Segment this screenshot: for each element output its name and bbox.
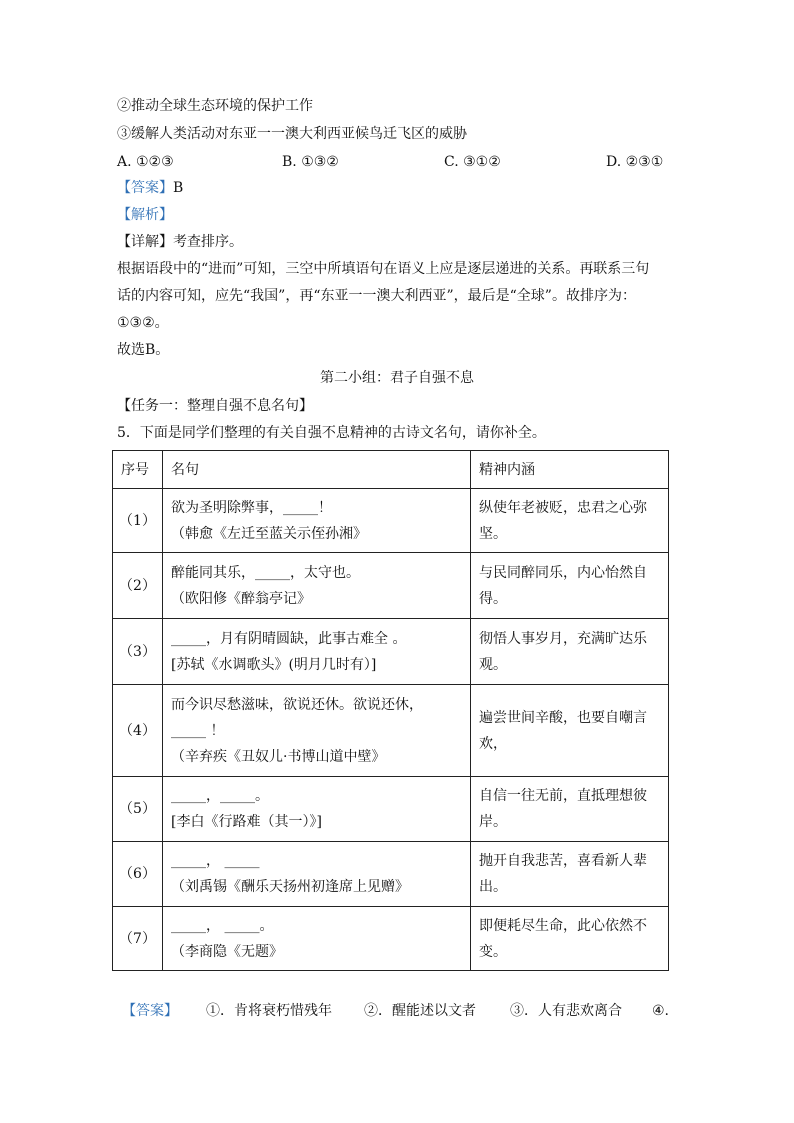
answer-line	[117, 178, 183, 198]
quote-source: （韩愈《左迁至蓝关示侄孙湘》	[171, 525, 367, 542]
option-d: D. ②③①	[606, 154, 664, 170]
table-header-row	[113, 451, 669, 489]
option-c: C. ③①②	[444, 154, 501, 170]
analysis-tag: 【解析】	[117, 207, 173, 223]
row-number: （6）	[113, 842, 163, 907]
quote-line: _____， _____。	[171, 917, 274, 934]
table-row	[113, 685, 669, 777]
quote-line: 欲为圣明除弊事，_____！	[171, 499, 332, 516]
row-quote	[163, 619, 471, 685]
table-row	[113, 842, 669, 907]
table-row	[113, 619, 669, 685]
quote-line: 醉能同其乐，_____，太守也。	[171, 564, 360, 581]
final-answer-item-2: ②．醒能述以文者	[364, 1003, 476, 1019]
row-meaning: 抛开自我悲苦，喜看新人辈出。	[471, 842, 669, 907]
detail-paragraph-line-3: ①③②。	[117, 315, 169, 331]
answer-value: B	[173, 180, 184, 196]
detail-paragraph-line-2: 话的内容可知，应先“我国”，再“东亚一一澳大利西亚”，最后是“全球”。故排序为：	[117, 288, 636, 304]
section-title: 第二小组：君子自强不息	[320, 370, 474, 386]
row-quote	[163, 553, 471, 619]
table-row	[113, 777, 669, 842]
header-quote: 名句	[163, 451, 471, 489]
row-number: （7）	[113, 907, 163, 971]
row-meaning: 自信一往无前，直抵理想彼岸。	[471, 777, 669, 842]
detail-conclusion: 故选B。	[117, 342, 170, 358]
quote-source: [李白《行路难（其一）》]	[171, 814, 322, 830]
row-quote	[163, 489, 471, 553]
table-row	[113, 553, 669, 619]
quote-source: （刘禹锡《酬乐天扬州初逢席上见赠》	[171, 879, 409, 895]
row-quote	[163, 907, 471, 971]
option-a: A. ①②③	[117, 154, 174, 170]
row-meaning: 遍尝世间辛酸，也要自嘲言欢，	[471, 685, 669, 777]
final-answer-item-1: ①．肯将衰朽惜残年	[206, 1003, 332, 1019]
quote-line: _____，月有阴晴圆缺，此事古难全 。	[171, 630, 407, 647]
intro-line-2: ②推动全球生态环境的保护工作	[117, 98, 313, 114]
table-row	[113, 907, 669, 971]
row-quote	[163, 777, 471, 842]
table-row	[113, 489, 669, 553]
row-meaning: 即便耗尽生命，此心依然不变。	[471, 907, 669, 971]
quote-source: （李商隐《无题》	[171, 943, 283, 960]
row-number: （5）	[113, 777, 163, 842]
quote-source: （欧阳修《醉翁亭记》	[171, 590, 311, 607]
row-quote	[163, 685, 471, 777]
final-answer-tag: 【答案】	[122, 1003, 178, 1019]
row-meaning: 与民同醉同乐，内心怡然自得。	[471, 553, 669, 619]
question-text: 5．下面是同学们整理的有关自强不息精神的古诗文名句，请你补全。	[117, 425, 546, 441]
row-meaning: 彻悟人事岁月，充满旷达乐观。	[471, 619, 669, 685]
quote-line: _____，_____。	[171, 788, 269, 804]
header-number: 序号	[113, 451, 163, 489]
final-answer-item-3: ③．人有悲欢离合	[510, 1003, 622, 1019]
quote-line: _____， _____	[171, 853, 260, 869]
row-meaning: 纵使年老被贬，忠君之心弥坚。	[471, 489, 669, 553]
row-quote	[163, 842, 471, 907]
task-heading: 【任务一：整理自强不息名句】	[117, 398, 313, 414]
final-answer-item-4: ④.	[652, 1003, 670, 1019]
detail-line	[117, 232, 243, 252]
intro-line-3: ③缓解人类活动对东亚一一澳大利西亚候鸟迁飞区的威胁	[117, 126, 467, 142]
quote-line: 而今识尽愁滋味，欲说还休。欲说还休，	[171, 696, 423, 713]
detail-text: 考查排序。	[173, 234, 243, 250]
row-number: （4）	[113, 685, 163, 777]
quote-source: [苏轼《水调歌头》(明月几时有）]	[171, 656, 377, 673]
poem-table	[112, 450, 669, 971]
quote-line: _____ ！	[171, 722, 225, 739]
detail-paragraph-line-1: 根据语段中的“进而”可知，三空中所填语句在语义上应是逐层递进的关系。再联系三句	[117, 261, 650, 277]
row-number: （2）	[113, 553, 163, 619]
answer-tag: 【答案】	[117, 180, 173, 196]
analysis-line	[117, 205, 173, 225]
quote-source: （辛弃疾《丑奴儿·书博山道中壁》	[171, 748, 386, 765]
header-meaning: 精神内涵	[471, 451, 669, 489]
row-number: （3）	[113, 619, 163, 685]
row-number: （1）	[113, 489, 163, 553]
detail-tag: 【详解】	[117, 234, 173, 250]
option-b: B. ①③②	[282, 154, 339, 170]
